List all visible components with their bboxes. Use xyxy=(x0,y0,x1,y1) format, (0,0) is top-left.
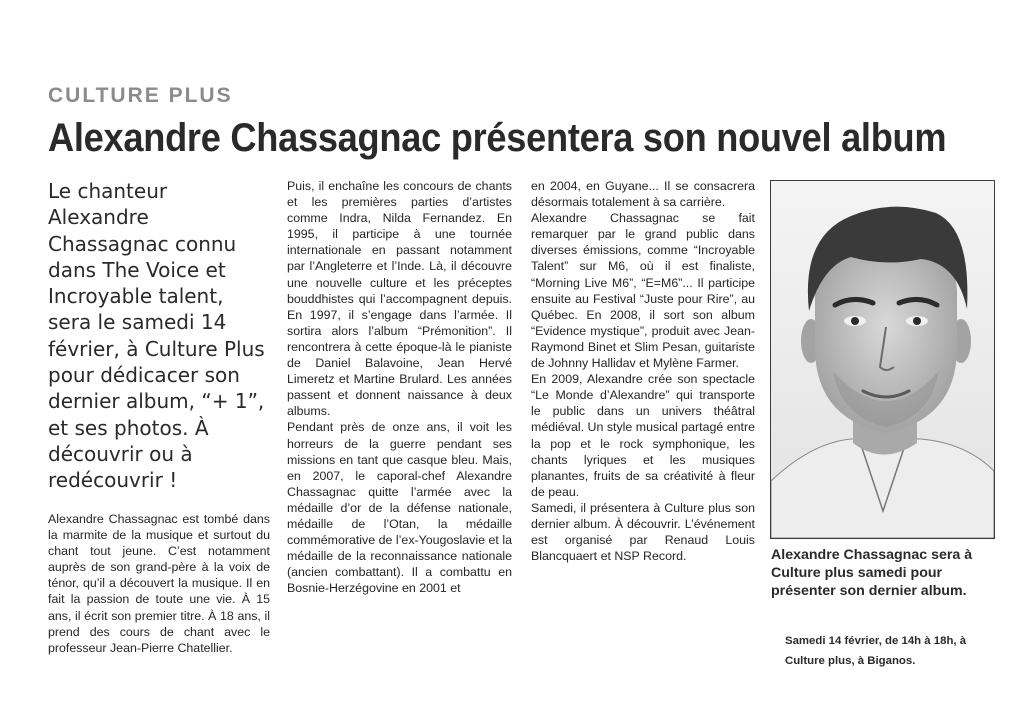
photo-caption: Alexandre Chassagnac sera à Culture plus samedi pour présenter son dernier album. xyxy=(771,547,973,600)
section-label: CULTURE PLUS xyxy=(48,84,233,107)
column-3-paragraph-1: en 2004, en Guyane... Il se consacrera désormais totalement à sa carrière. xyxy=(531,179,755,210)
article-lead: Le chanteur Alexandre Chassagnac connu dans The Voice et Incroyable talent, sera le samedi 14 février, à Culture Plus pour dédicacer son dernier album, “+ 1”, et ses photos. À découvrir ou à redécouvrir ! xyxy=(48,179,265,493)
column-3-paragraph-3: En 2009, Alexandre crée son spectacle “Le Monde d’Alexandre” qui transporte le public dans un univers théâtral médiéval. Un style musical partagé entre la pop et le rock symphonique, les chants lyriques et les musiques planantes, fruits de sa créativité à fleur de peau. xyxy=(531,372,755,499)
article-column-2 xyxy=(287,178,512,596)
column-3-paragraph-4: Samedi, il présentera à Culture plus son dernier album. À découvrir. L’événement est organisé par Renaud Louis Blancquaert et NSP Record. xyxy=(531,500,755,564)
column-2-paragraph-1: Puis, il enchaîne les concours de chants et les premières parties d’artistes comme Indra, Nilda Fernandez. En 1995, il participe à une tournée internationale en passant notamment par l’Angleterre et l’Inde. Là, il découvre une nouvelle culture et les préceptes bouddhistes qui l’accompagnent depuis. En 1997, il s’engage dans l’armée. Il sortira alors l’album “Prémonition”. Il rencontrera à cette époque-là le pianiste de Daniel Balavoine, Jean Hervé Limeretz et Martine Brulard. Les années passent et donnent naissance à deux albums. xyxy=(287,179,512,419)
article-headline: Alexandre Chassagnac présentera son nouvel album xyxy=(48,116,947,160)
portrait-photo xyxy=(770,180,995,539)
column-1-paragraph: Alexandre Chassagnac est tombé dans la marmite de la musique et surtout du chant tout jeune. C’est notamment auprès de son grand-père à la voix de ténor, qu’il a découvert la musique. Il en fait la passion de toute une vie. À 15 ans, il écrit son premier titre. À 18 ans, il prend des cours de chant avec le professeur Jean-Pierre Chatellier. xyxy=(48,512,270,655)
event-details: Samedi 14 février, de 14h à 18h, à Culture plus, à Biganos. xyxy=(785,635,967,667)
article-column-1 xyxy=(48,511,270,656)
column-2-paragraph-2: Pendant près de onze ans, il voit les horreurs de la guerre pendant ses missions en tant que casque bleu. Mais, en 2007, le caporal-chef Alexandre Chassagnac quitte l’armée avec la médaille d’or de la défense nationale, médaille de l’Otan, la médaille commémorative de l’ex-Yougoslavie et la médaille de la reconnaissance nationale (ancien combattant). Il a combattu en Bosnie-Herzégovine en 2001 et xyxy=(287,420,512,596)
portrait-illustration xyxy=(771,181,994,538)
article-column-3 xyxy=(531,178,755,564)
column-3-paragraph-2: Alexandre Chassagnac se fait remarquer par le grand public dans diverses émissions, comme “Incroyable Talent” sur M6, où il est finaliste, “Morning Live M6”, “E=M6”... Il participe ensuite au Festival “Juste pour Rire”, au Québec. En 2008, il sort son album “Evidence mystique”, produit avec Jean-Raymond Binet et Slim Pesan, guitariste de Johnny Hallidav et Mylène Farmer. xyxy=(531,211,755,371)
